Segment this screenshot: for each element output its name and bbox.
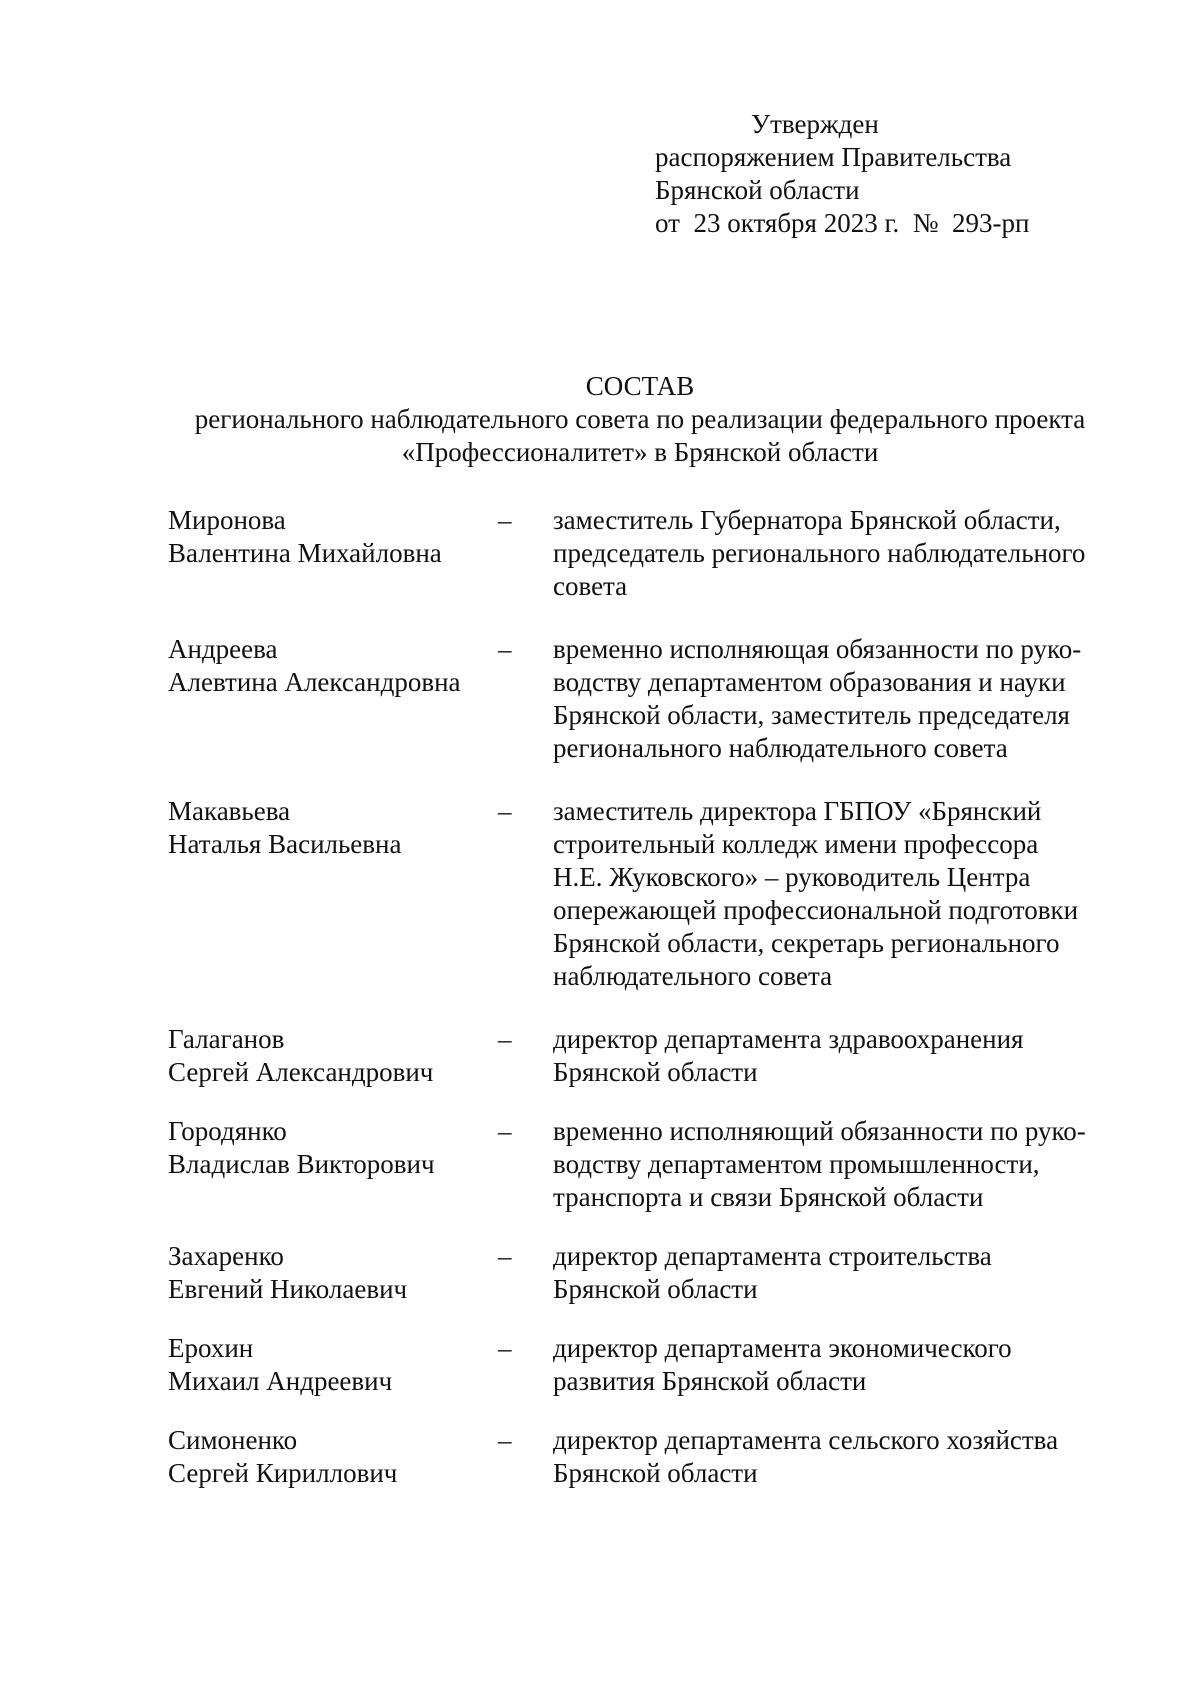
member-surname: Миронова	[168, 505, 286, 535]
member-position-line: Брянской области	[553, 1458, 758, 1488]
member-dash: –	[498, 1116, 512, 1146]
member-position-line: Брянской области, заместитель председателя	[553, 700, 1070, 730]
member-position-line: директор департамента экономического	[553, 1333, 1012, 1363]
member-entry	[168, 504, 1128, 603]
member-position-line: строительный колледж имени профессора	[553, 829, 1039, 859]
member-entry	[168, 1424, 1128, 1490]
member-position-line: директор департамента сельского хозяйства	[553, 1425, 1059, 1455]
member-name	[168, 1240, 498, 1306]
member-position-line: развития Брянской области	[553, 1366, 867, 1396]
member-position-line: транспорта и связи Брянской области	[553, 1182, 984, 1212]
member-position-line: регионального наблюдательного совета	[553, 733, 1008, 763]
member-dash: –	[498, 634, 512, 664]
member-position	[553, 795, 1128, 993]
member-entry	[168, 633, 1128, 765]
member-dash: –	[498, 1241, 512, 1271]
member-surname: Ерохин	[168, 1333, 254, 1363]
member-entry	[168, 1240, 1128, 1306]
approval-line: Утвержден	[751, 109, 879, 139]
member-position	[553, 504, 1128, 603]
member-given-names: Алевтина Александровна	[168, 667, 461, 697]
approval-stamp-block	[655, 108, 1135, 240]
member-dash: –	[498, 796, 512, 826]
member-surname: Городянко	[168, 1116, 287, 1146]
member-position-line: опережающей профессиональной подготовки	[553, 895, 1079, 925]
member-name	[168, 795, 498, 861]
member-surname: Симоненко	[168, 1425, 298, 1455]
document-subtitle-line: регионального наблюдательного совета по реализации федерального проекта	[194, 404, 1086, 434]
member-name	[168, 1023, 498, 1089]
member-entry	[168, 795, 1128, 993]
document-subtitle-line: «Профессионалитет» в Брянской области	[401, 437, 879, 467]
member-position	[553, 1424, 1128, 1490]
member-position	[553, 1332, 1128, 1398]
member-entry	[168, 1023, 1128, 1089]
document-title: СОСТАВ	[585, 371, 695, 401]
member-position-line: временно исполняющий обязанности по руко-	[553, 1116, 1086, 1146]
approval-line: от 23 октября 2023 г. № 293-рп	[655, 208, 1030, 238]
member-position-line: директор департамента здравоохранения	[553, 1024, 1024, 1054]
member-position-line: заместитель директора ГБПОУ «Брянский	[553, 796, 1042, 826]
member-surname: Захаренко	[168, 1241, 284, 1271]
member-position-line: наблюдательного совета	[553, 961, 833, 991]
member-given-names: Михаил Андреевич	[168, 1366, 393, 1396]
member-position-line: водству департаментом образования и науки	[553, 667, 1066, 697]
member-dash: –	[498, 1024, 512, 1054]
member-position	[553, 1115, 1128, 1214]
member-name	[168, 1332, 498, 1398]
member-given-names: Владислав Викторович	[168, 1149, 435, 1179]
member-given-names: Валентина Михайловна	[168, 538, 442, 568]
member-entry	[168, 1115, 1128, 1214]
approval-line: Брянской области	[655, 175, 860, 205]
member-given-names: Сергей Александрович	[168, 1057, 434, 1087]
member-position	[553, 1240, 1128, 1306]
member-position-line: директор департамента строительства	[553, 1241, 992, 1271]
member-position-line: Брянской области, секретарь регионального	[553, 928, 1060, 958]
member-name	[168, 633, 498, 699]
member-position	[553, 1023, 1128, 1089]
document-heading	[140, 370, 1140, 469]
member-surname: Галаганов	[168, 1024, 285, 1054]
member-entry	[168, 1332, 1128, 1398]
member-name	[168, 1115, 498, 1181]
member-given-names: Наталья Васильевна	[168, 829, 402, 859]
member-position-line: временно исполняющая обязанности по руко-	[553, 634, 1082, 664]
members-list	[168, 504, 1128, 1490]
member-position-line: Брянской области	[553, 1057, 758, 1087]
member-position-line: заместитель Губернатора Брянской области,	[553, 505, 1061, 535]
member-position-line: председатель регионального наблюдательного	[553, 538, 1086, 568]
member-name	[168, 504, 498, 570]
member-position	[553, 633, 1128, 765]
member-position-line: водству департаментом промышленности,	[553, 1149, 1040, 1179]
member-dash: –	[498, 1333, 512, 1363]
member-given-names: Сергей Кириллович	[168, 1458, 398, 1488]
member-position-line: Н.Е. Жуковского» – руководитель Центра	[553, 862, 1031, 892]
member-position-line: совета	[553, 571, 628, 601]
member-surname: Андреева	[168, 634, 278, 664]
member-dash: –	[498, 1425, 512, 1455]
member-given-names: Евгений Николаевич	[168, 1274, 408, 1304]
member-dash: –	[498, 505, 512, 535]
approval-line: распоряжением Правительства	[655, 142, 1012, 172]
member-name	[168, 1424, 498, 1490]
member-surname: Макавьева	[168, 796, 291, 826]
member-position-line: Брянской области	[553, 1274, 758, 1304]
